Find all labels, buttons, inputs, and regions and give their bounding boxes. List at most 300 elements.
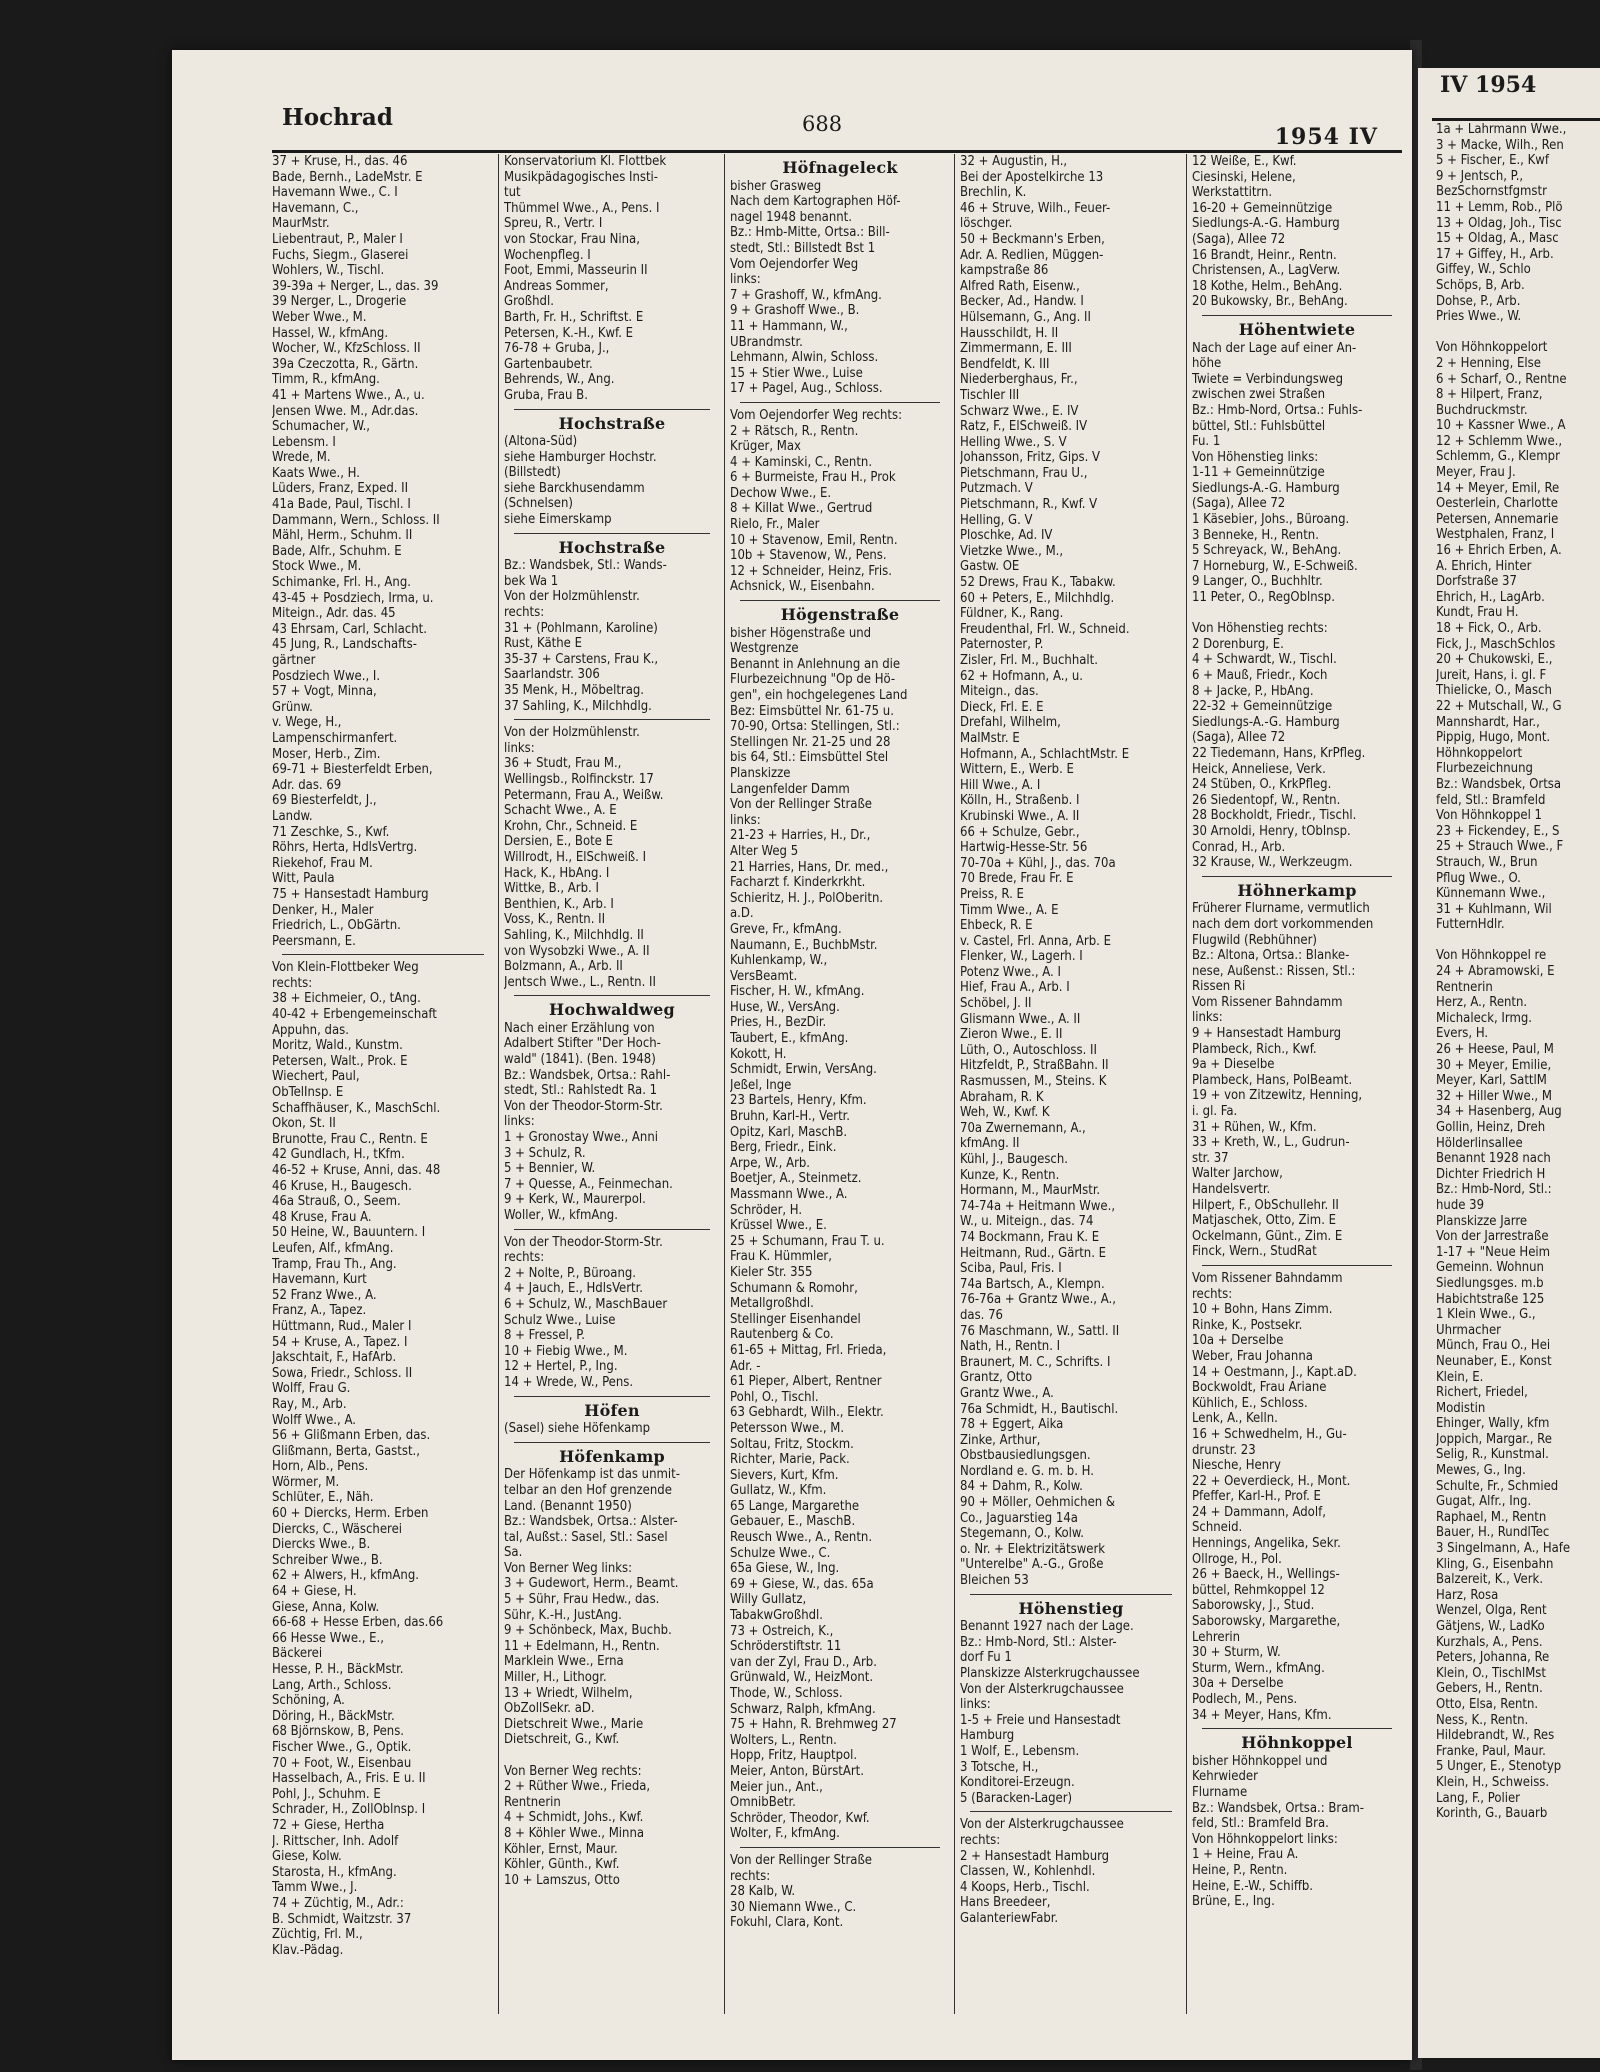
facing-directory-entry: 32 + Hiller Wwe., M — [1436, 1088, 1552, 1104]
directory-entry: Klav.-Pädag. — [272, 1942, 344, 1958]
directory-entry: Willrodt, H., ElSchweiß. I — [504, 849, 647, 865]
directory-entry: 10 + Bohn, Hans Zimm. — [1192, 1302, 1333, 1318]
directory-entry: i. gl. Fa. — [1192, 1104, 1238, 1120]
directory-entry: 25 + Schumann, Frau T. u. — [730, 1233, 885, 1249]
section-rule — [514, 1442, 710, 1443]
directory-entry: Wörmer, M. — [272, 1474, 340, 1490]
directory-entry: Planskizze — [730, 765, 791, 781]
facing-directory-entry: Siedlungsges. m.b — [1436, 1275, 1544, 1291]
directory-entry: Schröderstiftstr. 11 — [730, 1639, 842, 1655]
section-rule — [1202, 1265, 1392, 1266]
directory-entry: Land. (Benannt 1950) — [504, 1498, 632, 1514]
directory-entry: "Unterelbe" A.-G., Große — [960, 1557, 1104, 1573]
directory-entry: Petersen, K.-H., Kwf. E — [504, 325, 634, 341]
directory-entry: Vietzke Wwe., M., — [960, 543, 1064, 559]
directory-entry: 70a Zwernemann, A., — [960, 1120, 1086, 1136]
directory-entry: Thümmel Wwe., A., Pens. I — [504, 200, 660, 216]
directory-entry: Schröder, Theodor, Kwf. — [730, 1810, 870, 1826]
directory-entry: 1-5 + Freie und Hansestadt — [960, 1712, 1121, 1728]
facing-directory-entry: Petersen, Annemarie — [1436, 511, 1559, 527]
directory-entry: Flugwild (Rebhühner) — [1192, 932, 1317, 948]
directory-entry: 9 + Kerk, W., Maurerpol. — [504, 1192, 646, 1208]
directory-entry: Niederberghaus, Fr., — [960, 372, 1078, 388]
directory-entry: 70 Brede, Frau Fr. E — [960, 871, 1074, 887]
directory-entry: stedt, Stl.: Rahlstedt Ra. 1 — [504, 1083, 658, 1099]
street-heading: Höhnkoppel — [1241, 1733, 1353, 1753]
directory-entry: Pietschmann, Frau U., — [960, 465, 1088, 481]
directory-entry: Preiss, R. E — [960, 886, 1024, 902]
directory-entry: Bz.: Wandsbek, Ortsa.: Alster- — [504, 1514, 678, 1530]
directory-entry: Fischer Wwe., G., Optik. — [272, 1739, 412, 1755]
column-divider — [724, 154, 725, 2014]
directory-entry: 5 + Sühr, Frau Hedw., das. — [504, 1592, 660, 1608]
directory-entry: Dietschreit Wwe., Marie — [504, 1716, 644, 1732]
directory-entry: von Wysobzki Wwe., A. II — [504, 943, 650, 959]
directory-entry: Schwarz Wwe., E. IV — [960, 403, 1079, 419]
directory-entry: 74 + Züchtig, M., Adr.: — [272, 1895, 404, 1911]
directory-entry: Kühl, J., Baugesch. — [960, 1152, 1068, 1167]
directory-entry: Willy Gullatz, — [730, 1592, 807, 1608]
directory-entry: Saborowsky, J., Stud. — [1192, 1598, 1315, 1614]
directory-entry: 36 + Studt, Frau M., — [504, 756, 622, 772]
directory-entry: gen", ein hochgelegenes Land — [730, 688, 908, 703]
facing-directory-entry: Thielicke, O., Masch — [1436, 683, 1552, 699]
directory-entry: 61 Pieper, Albert, Rentner — [730, 1374, 882, 1390]
directory-entry: Bolzmann, A., Arb. II — [504, 959, 623, 975]
directory-entry: Heick, Anneliese, Verk. — [1192, 761, 1326, 777]
directory-entry: Kuhlenkamp, W., — [730, 953, 828, 969]
directory-entry: Flenker, W., Lagerh. I — [960, 949, 1083, 965]
directory-entry: nagel 1948 benannt. — [730, 209, 852, 225]
directory-entry: 32 Krause, W., Werkzeugm. — [1192, 855, 1353, 871]
facing-directory-entry: 13 + Oldag, Joh., Tisc — [1436, 215, 1562, 231]
directory-entry: 33 + Kreth, W., L., Gudrun- — [1192, 1135, 1350, 1151]
facing-directory-entry: 16 + Ehrich Erben, A. — [1436, 543, 1562, 559]
facing-directory-entry: Rentnerin — [1436, 979, 1493, 995]
directory-entry: Von der Alsterkrugchaussee — [960, 1681, 1124, 1697]
directory-entry: Jensen Wwe. M., Adr.das. — [272, 403, 419, 419]
directory-entry: Bz.: Hmb-Mitte, Ortsa.: Bill- — [730, 225, 890, 241]
directory-entry: Peersmann, E. — [272, 933, 356, 949]
section-rule — [740, 1847, 940, 1848]
directory-entry: siehe Hamburger Hochstr. — [504, 449, 657, 465]
directory-entry: 21-23 + Harries, H., Dr., — [730, 828, 871, 844]
directory-entry: Hausschildt, H. II — [960, 325, 1059, 341]
directory-entry: 46 Kruse, H., Baugesch. — [272, 1178, 412, 1194]
directory-entry: Vom Rissener Bahndamm — [1192, 994, 1343, 1010]
directory-entry: 31 + Rühen, W., Kfm. — [1192, 1119, 1317, 1135]
directory-entry: Hack, K., HbAng. I — [504, 865, 610, 881]
directory-entry: 10b + Stavenow, W., Pens. — [730, 548, 887, 564]
facing-directory-entry: Bz.: Wandsbek, Ortsa — [1436, 776, 1562, 792]
directory-entry: Hans Breedeer, — [960, 1895, 1051, 1911]
directory-entry: Matjaschek, Otto, Zim. E — [1192, 1213, 1337, 1229]
directory-entry: Vom Oejendorfer Weg rechts: — [730, 407, 903, 423]
facing-directory-entry: 3 Singelmann, A., Hafe — [1436, 1541, 1571, 1557]
facing-directory-entry: Mannshardt, Har., — [1436, 714, 1540, 730]
directory-entry: Von der Theodor-Storm-Str. — [504, 1098, 663, 1114]
directory-entry: Siedlungs-A.-G. Hamburg — [1192, 714, 1340, 730]
facing-directory-entry: Richert, Friedel, — [1436, 1385, 1528, 1401]
directory-entry: 3 + Gudewort, Herm., Beamt. — [504, 1576, 679, 1592]
directory-entry: Hief, Frau A., Arb. I — [960, 980, 1070, 996]
facing-directory-entry: 3 + Macke, Wilh., Ren — [1436, 137, 1564, 153]
directory-column-5 — [1192, 154, 1402, 2034]
directory-entry: Köhler, Ernst, Maur. — [504, 1841, 618, 1857]
directory-entry: Saarlandstr. 306 — [504, 667, 600, 683]
facing-directory-entry: Schöps, B, Arb. — [1436, 277, 1525, 293]
directory-entry: 66 Hesse Wwe., E., — [272, 1630, 384, 1646]
directory-entry: Gebauer, E., MaschB. — [730, 1514, 856, 1530]
directory-entry: 34 + Meyer, Hans, Kfm. — [1192, 1707, 1332, 1723]
directory-entry: Twiete = Verbindungsweg — [1192, 371, 1344, 387]
directory-entry: 68 Björnskow, B, Pens. — [272, 1724, 405, 1740]
facing-directory-entry — [1436, 325, 1600, 341]
directory-entry: Schrader, H., ZollOblnsp. I — [272, 1802, 426, 1818]
facing-directory-entry: Münch, Frau O., Hei — [1436, 1338, 1551, 1354]
directory-entry: Köhler, Günth., Kwf. — [504, 1857, 620, 1873]
facing-directory-entry: Raphael, M., Rentn — [1436, 1509, 1547, 1525]
directory-entry: Adalbert Stifter "Der Hoch- — [504, 1036, 661, 1052]
directory-entry: Lehrerin — [1192, 1629, 1241, 1645]
directory-entry: Glißmann, Berta, Gastst., — [272, 1443, 420, 1459]
directory-entry: Flurbezeichnung "Op de Hö- — [730, 672, 896, 688]
directory-entry: 22 + Oeverdieck, H., Mont. — [1192, 1473, 1351, 1489]
directory-entry: Schaffhäuser, K., MaschSchl. — [272, 1100, 441, 1116]
directory-entry: 46-52 + Kruse, Anni, das. 48 — [272, 1163, 441, 1178]
section-rule — [514, 995, 710, 996]
directory-entry: bisher Grasweg — [730, 178, 822, 194]
directory-entry: Havemann, C., — [272, 200, 359, 216]
facing-directory-entry: Ness, K., Rentn. — [1436, 1712, 1529, 1728]
facing-directory-entry: Dohse, P., Arb. — [1436, 293, 1521, 309]
directory-entry: Boetjer, A., Steinmetz. — [730, 1171, 862, 1187]
directory-entry: Schulz Wwe., Luise — [504, 1312, 616, 1328]
directory-entry: Dammann, Wern., Schloss. II — [272, 512, 440, 528]
directory-entry: Wittke, B., Arb. I — [504, 881, 599, 897]
directory-entry: 73 + Ostreich, K., — [730, 1623, 834, 1639]
directory-entry: Sahling, K., Milchhdlg. II — [504, 927, 644, 943]
directory-entry: Tischler III — [960, 387, 1020, 403]
section-rule — [514, 1396, 710, 1397]
directory-entry: 76 Maschmann, W., Sattl. II — [960, 1323, 1120, 1339]
directory-entry: ObZollSekr. aD. — [504, 1701, 595, 1717]
directory-entry: Facharzt f. Kinderkrkht. — [730, 875, 866, 891]
directory-entry: Timm Wwe., A. E — [960, 902, 1059, 918]
directory-entry: Rust, Käthe E — [504, 636, 582, 652]
directory-entry: Konditorei-Erzeugn. — [960, 1775, 1075, 1791]
directory-entry: 46a Strauß, O., Seem. — [272, 1194, 401, 1210]
directory-entry: 62 + Hofmann, A., u. — [960, 668, 1084, 684]
directory-entry: 4 + Schmidt, Johs., Kwf. — [504, 1810, 644, 1826]
directory-entry: Langenfelder Damm — [730, 781, 850, 797]
directory-entry: drunstr. 23 — [1192, 1442, 1256, 1458]
directory-entry: Früherer Flurname, vermutlich — [1192, 901, 1370, 917]
directory-entry: Von Berner Weg rechts: — [504, 1763, 642, 1779]
directory-entry: Conrad, H., Arb. — [1192, 839, 1286, 855]
directory-entry: Pfeffer, Karl-H., Prof. E — [1192, 1489, 1321, 1505]
facing-directory-entry: BezSchornstfgmstr — [1436, 184, 1547, 200]
directory-entry: Brunotte, Frau C., Rentn. E — [272, 1131, 428, 1147]
directory-entry: Der Höfenkamp ist das unmit- — [504, 1467, 680, 1483]
directory-entry: 14 + Oestmann, J., Kapt.aD. — [1192, 1364, 1357, 1380]
directory-entry: 76-78 + Gruba, J., — [504, 341, 610, 357]
directory-entry: 2 Dorenburg, E. — [1192, 636, 1284, 652]
directory-entry: Benannt in Anlehnung an die — [730, 656, 901, 672]
directory-entry: Schimanke, Frl. H., Ang. — [272, 575, 411, 591]
section-rule — [1202, 876, 1392, 877]
directory-entry: Spreu, R., Vertr. I — [504, 216, 603, 232]
facing-directory-entry: Hölderlinsallee — [1436, 1135, 1523, 1151]
directory-entry: 39a Czeczotta, R., Gärtn. — [272, 356, 419, 372]
facing-directory-entry: Balzereit, K., Verk. — [1436, 1572, 1544, 1588]
directory-entry: 2 + Hansestadt Hamburg — [960, 1848, 1110, 1864]
directory-entry: 14 + Wrede, W., Pens. — [504, 1374, 634, 1390]
facing-directory-entry: Künnemann Wwe., — [1436, 886, 1546, 902]
directory-entry: Kaats Wwe., H. — [272, 465, 360, 481]
directory-entry: kfmAng. II — [960, 1136, 1020, 1152]
directory-entry: Johansson, Fritz, Gips. V — [960, 450, 1101, 466]
directory-entry: Greve, Fr., kfmAng. — [730, 921, 842, 937]
facing-directory-entry: 9 + Jentsch, P., — [1436, 168, 1524, 184]
directory-entry: Rissen Ri — [1192, 979, 1246, 995]
header-rule — [272, 150, 1402, 153]
directory-entry: Lampenschirmanfert. — [272, 730, 398, 746]
directory-entry: Hormann, M., MaurMstr. — [960, 1183, 1101, 1199]
section-rule — [1202, 1728, 1392, 1729]
facing-header-rule — [1432, 118, 1600, 121]
facing-directory-entry: Evers, H. — [1436, 1026, 1489, 1042]
directory-entry: Dechow Wwe., E. — [730, 485, 832, 501]
directory-entry: Plambeck, Hans, PolBeamt. — [1192, 1072, 1353, 1088]
directory-entry: a.D. — [730, 906, 754, 922]
directory-entry: Sühr, K.-H., JustAng. — [504, 1607, 622, 1623]
column-divider — [954, 154, 955, 2014]
facing-directory-entry: Uhrmacher — [1436, 1322, 1501, 1338]
directory-entry: Liebentraut, P., Maler I — [272, 231, 403, 247]
street-heading: Höhenstieg — [1018, 1598, 1124, 1618]
directory-entry: Meier jun., Ant., — [730, 1779, 823, 1795]
directory-entry: Moser, Herb., Zim. — [272, 746, 381, 762]
directory-entry: Von Höhenstieg rechts: — [1192, 621, 1328, 637]
directory-entry: stedt, Stl.: Billstedt Bst 1 — [730, 240, 876, 256]
directory-entry: Brechlin, K. — [960, 185, 1027, 201]
facing-directory-entry: 17 + Giffey, H., Arb. — [1436, 246, 1554, 262]
directory-entry: Kieler Str. 355 — [730, 1264, 813, 1280]
directory-entry: Rielo, Fr., Maler — [730, 517, 820, 533]
directory-entry: 9 Langer, O., Buchhltr. — [1192, 574, 1323, 590]
directory-entry: 84 + Dahm, R., Kolw. — [960, 1479, 1083, 1495]
directory-entry: 70-70a + Kühl, J., das. 70a — [960, 855, 1116, 871]
directory-entry: 37 + Kruse, H., das. 46 — [272, 154, 408, 169]
facing-directory-entry: Giffey, W., Schlo — [1436, 262, 1531, 278]
directory-entry: Meier, Anton, BürstArt. — [730, 1763, 864, 1779]
directory-entry: Weh, W., Kwf. K — [960, 1105, 1050, 1121]
directory-entry: 66-68 + Hesse Erben, das.66 — [272, 1615, 444, 1631]
directory-entry: Havemann Wwe., C. I — [272, 185, 398, 201]
directory-entry: Schulze Wwe., C. — [730, 1545, 831, 1561]
directory-entry: Pohl, O., Tischl. — [730, 1389, 819, 1405]
directory-entry: Konservatorium Kl. Flottbek — [504, 154, 667, 169]
directory-entry: Weber, Frau Johanna — [1192, 1348, 1313, 1364]
directory-entry: links: — [730, 812, 761, 828]
directory-entry: Kokott, H. — [730, 1046, 787, 1062]
directory-entry: 4 Koops, Herb., Tischl. — [960, 1879, 1090, 1895]
directory-entry: Giese, Kolw. — [272, 1849, 342, 1865]
directory-entry: 15 + Stier Wwe., Luise — [730, 365, 863, 381]
directory-entry: nach dem dort vorkommenden — [1192, 916, 1374, 932]
facing-directory-entry: Klein, E. — [1436, 1369, 1484, 1385]
directory-entry: Jeßel, Inge — [730, 1077, 792, 1093]
street-heading: Höhnerkamp — [1237, 880, 1357, 900]
facing-page — [1418, 68, 1600, 2058]
facing-directory-entry: 11 + Lemm, Rob., Plö — [1436, 199, 1563, 215]
facing-directory-entry: Flurbezeichnung — [1436, 761, 1533, 777]
directory-entry: Schreiber Wwe., B. — [272, 1552, 383, 1568]
directory-entry: 63 Gebhardt, Wilh., Elektr. — [730, 1405, 884, 1421]
directory-entry: Krüssel Wwe., E. — [730, 1218, 827, 1234]
directory-entry: 65 Lange, Margarethe — [730, 1498, 860, 1514]
directory-entry: Schumacher, W., — [272, 419, 371, 435]
directory-entry: Niesche, Henry — [1192, 1458, 1281, 1474]
directory-entry: Huse, W., VersAng. — [730, 999, 840, 1015]
columns-container — [272, 154, 1402, 2034]
directory-entry: Jentsch Wwe., L., Rentn. II — [504, 974, 656, 990]
directory-entry: MalMstr. E — [960, 730, 1020, 746]
directory-entry: 74a Bartsch, A., Klempn. — [960, 1276, 1105, 1292]
facing-directory-entry: Lang, F., Polier — [1436, 1790, 1520, 1806]
directory-entry: Planskizze Alsterkrugchaussee — [960, 1666, 1140, 1681]
facing-directory-entry: feld, Stl.: Bramfeld — [1436, 792, 1546, 808]
directory-entry: 90 + Möller, Oehmichen & — [960, 1495, 1116, 1511]
directory-entry: (Saga), Allee 72 — [1192, 231, 1286, 247]
directory-entry: 75 + Hansestadt Hamburg — [272, 886, 429, 902]
directory-column-4 — [960, 154, 1182, 2034]
directory-entry: 48 Kruse, Frau A. — [272, 1209, 372, 1225]
directory-entry: telbar an den Hof grenzende — [504, 1482, 672, 1498]
directory-entry: Foot, Emmi, Masseurin II — [504, 263, 648, 279]
directory-entry: Wolter, F., kfmAng. — [730, 1826, 840, 1842]
directory-entry: 1 + Heine, Frau A. — [1192, 1847, 1299, 1863]
directory-entry: Miteign., das. — [960, 684, 1039, 700]
directory-entry: Posdziech Wwe., I. — [272, 668, 381, 684]
directory-entry: Petersen, Walt., Prok. E — [272, 1053, 408, 1069]
directory-entry: 30 Arnoldi, Henry, tOblnsp. — [1192, 823, 1351, 839]
facing-directory-entry: 24 + Abramowski, E — [1436, 964, 1555, 980]
directory-entry: Bendfeldt, K. III — [960, 356, 1050, 372]
directory-entry: Benthien, K., Arb. I — [504, 896, 614, 912]
facing-directory-entry: Klein, O., TischlMst — [1436, 1665, 1546, 1681]
directory-entry: 17 + Pagel, Aug., Schloss. — [730, 381, 883, 397]
section-rule — [970, 1594, 1172, 1595]
directory-entry: Hüttmann, Rud., Maler I — [272, 1318, 412, 1334]
directory-entry: Wochenpfleg. I — [504, 247, 591, 263]
directory-entry: Dieck, Frl. E. E — [960, 699, 1044, 715]
directory-entry: Hamburg — [960, 1728, 1015, 1744]
directory-entry: Adr. - — [730, 1358, 761, 1374]
directory-entry: 69-71 + Biesterfeldt Erben, — [272, 762, 433, 778]
facing-directory-entry: Franke, Paul, Maur. — [1436, 1743, 1546, 1759]
directory-entry: 12 Weiße, E., Kwf. — [1192, 154, 1297, 169]
page-number: 688 — [802, 112, 843, 136]
directory-entry: Krohn, Chr., Schneid. E — [504, 818, 638, 834]
facing-directory-entry: Benannt 1928 nach — [1436, 1151, 1551, 1167]
directory-entry: Lang, Arth., Schloss. — [272, 1677, 392, 1693]
directory-entry: Jakschtait, F., HafArb. — [272, 1350, 397, 1366]
directory-entry: Andreas Sommer, — [504, 278, 609, 294]
facing-directory-entry: Westphalen, Franz, I — [1436, 527, 1555, 543]
directory-entry: Schieritz, H. J., PolOberitn. — [730, 890, 884, 906]
directory-entry: Alfred Rath, Eisenw., — [960, 278, 1080, 294]
facing-directory-entry: Neunaber, E., Konst — [1436, 1353, 1552, 1369]
facing-directory-entry: Von der Jarrestraße — [1436, 1229, 1549, 1245]
directory-entry: Siedlungs-A.-G. Hamburg — [1192, 480, 1340, 496]
directory-entry: 4 + Kaminski, C., Rentn. — [730, 454, 873, 470]
directory-entry: 12 + Hertel, P., Ing. — [504, 1359, 618, 1375]
directory-entry: Bz.: Wandsbek, Stl.: Wands- — [504, 558, 667, 574]
directory-entry: o. Nr. + Elektrizitätswerk — [960, 1541, 1106, 1557]
directory-entry: 16 + Schwedhelm, H., Gu- — [1192, 1426, 1347, 1442]
directory-entry: siehe Barckhusendamm — [504, 480, 645, 496]
directory-entry: Kehrwieder — [1192, 1769, 1258, 1785]
directory-entry: Nach dem Kartographen Höf- — [730, 194, 901, 210]
facing-directory-entry: Fick, J., MaschSchlos — [1436, 636, 1556, 652]
directory-entry: Nach der Lage auf einer An- — [1192, 340, 1357, 356]
directory-entry: Heitmann, Rud., Gärtn. E — [960, 1245, 1107, 1261]
directory-entry: Rinke, K., Postsekr. — [1192, 1317, 1303, 1333]
directory-entry: höhe — [1192, 356, 1222, 372]
directory-entry: Zimmermann, E. III — [960, 341, 1072, 357]
directory-entry: 66 + Schulze, Gebr., — [960, 824, 1080, 840]
directory-entry: Fischer, H. W., kfmAng. — [730, 984, 865, 1000]
directory-entry: Sievers, Kurt, Kfm. — [730, 1467, 839, 1483]
directory-entry: 4 + Jauch, E., HdlsVertr. — [504, 1281, 643, 1297]
directory-entry: Von Berner Weg links: — [504, 1560, 633, 1576]
directory-entry: Bockwoldt, Frau Ariane — [1192, 1380, 1327, 1396]
facing-directory-entry: Modistin — [1436, 1400, 1486, 1416]
facing-directory-entry: Strauch, W., Brun — [1436, 854, 1538, 870]
directory-entry: 1 Käsebier, Johs., Büroang. — [1192, 512, 1350, 528]
directory-entry: Zieron Wwe., E. II — [960, 1027, 1063, 1043]
facing-directory-entry: Höhnkoppelort — [1436, 745, 1523, 761]
directory-column-2 — [504, 154, 720, 2034]
directory-entry: Wiechert, Paul, — [272, 1069, 360, 1085]
directory-entry: Brüne, E., Ing. — [1192, 1894, 1275, 1910]
edition-year: 1954 IV — [1274, 124, 1378, 150]
directory-entry: 2 + Rüther Wwe., Frieda, — [504, 1779, 651, 1795]
directory-entry: Hasselbach, A., Fris. E u. II — [272, 1771, 426, 1787]
facing-directory-entry: Kling, G., Eisenbahn — [1436, 1556, 1554, 1572]
directory-entry: von Stockar, Frau Nina, — [504, 231, 640, 247]
directory-entry: Freudenthal, Frl. W., Schneid. — [960, 621, 1130, 637]
directory-entry: Bz.: Hmb-Nord, Ortsa.: Fuhls- — [1192, 402, 1363, 418]
directory-entry: Finck, Wern., StudRat — [1192, 1244, 1317, 1260]
directory-entry: Thode, W., Schloss. — [730, 1686, 843, 1701]
directory-entry: Von der Rellinger Straße — [730, 1852, 873, 1868]
facing-directory-entry: 30 + Meyer, Emilie, — [1436, 1057, 1552, 1073]
facing-directory-entry: Schulte, Fr., Schmied — [1436, 1478, 1559, 1494]
section-rule — [514, 533, 710, 534]
directory-entry: Giese, Anna, Kolw. — [272, 1599, 380, 1615]
directory-entry: bisher Höhnkoppel und — [1192, 1753, 1328, 1769]
facing-directory-entry: 18 + Fick, O., Arb. — [1436, 621, 1542, 636]
directory-entry: Plambeck, Rich., Kwf. — [1192, 1041, 1317, 1057]
directory-entry: Nath, H., Rentn. I — [960, 1339, 1061, 1355]
directory-entry: Glismann Wwe., A. II — [960, 1011, 1081, 1027]
directory-entry: Bz.: Hmb-Nord, Stl.: Alster- — [960, 1634, 1117, 1650]
directory-entry: Ehbeck, R. E — [960, 918, 1033, 934]
directory-entry: links: — [1192, 1010, 1223, 1026]
